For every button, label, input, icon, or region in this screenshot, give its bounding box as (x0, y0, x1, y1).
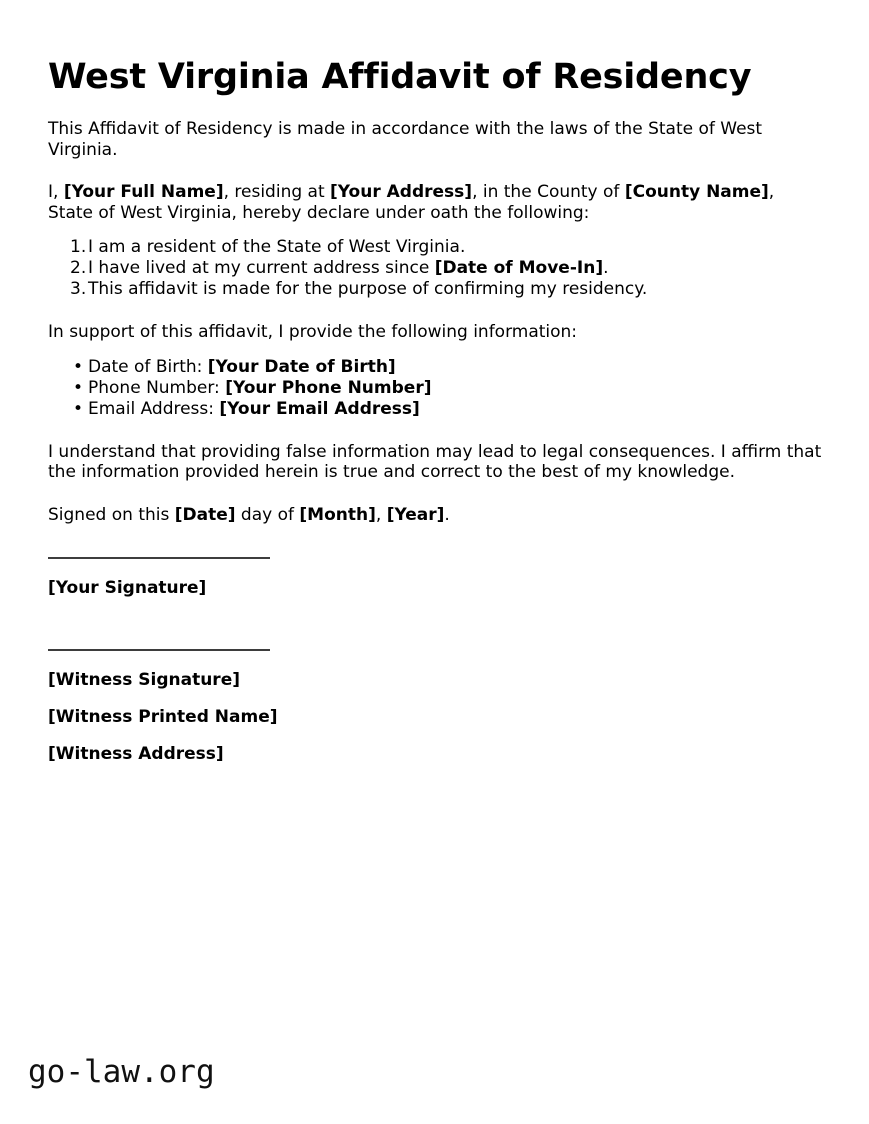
info-value-placeholder: [Your Email Address] (219, 398, 420, 419)
footer-watermark: go-law.org (28, 1054, 215, 1090)
intro-paragraph: This Affidavit of Residency is made in accordance with the laws of the State of West Virginia. (48, 119, 763, 160)
witness-printed-name-label: [Witness Printed Name] (48, 707, 278, 728)
list-item-text: I have lived at my current address since (88, 258, 435, 279)
declaration-paragraph (48, 160, 823, 223)
list-item (48, 357, 823, 378)
affirmation-paragraph: I understand that providing false information may lead to legal consequences. I affirm that the information provided herein is true and correct to the best of my knowledge. (48, 441, 822, 483)
info-label: Phone Number: (88, 377, 226, 398)
date-placeholder: [Date] (174, 504, 236, 525)
signed-on-suffix: . (444, 504, 450, 525)
signed-on-mid-1: day of (235, 504, 300, 525)
declaration-list (48, 223, 823, 300)
witness-rule-spacer (48, 599, 823, 649)
year-placeholder: [Year] (386, 504, 445, 525)
info-label: Email Address: (88, 398, 220, 419)
list-item-bold: [Date of Move-In] (434, 258, 604, 279)
list-item (48, 378, 823, 399)
document-body (48, 0, 823, 765)
list-item (48, 258, 823, 279)
county-placeholder: [County Name] (624, 182, 769, 203)
declaration-mid-1: , residing at (223, 182, 331, 203)
address-placeholder: [Your Address] (330, 182, 473, 203)
declaration-prefix: I, (48, 182, 64, 203)
list-item (48, 279, 823, 300)
signed-on-paragraph (48, 483, 823, 526)
list-item (48, 399, 823, 420)
list-item-text-after: . (603, 258, 609, 279)
page-title: West Virginia Affidavit of Residency (48, 57, 752, 97)
signed-on-mid-2: , (375, 504, 387, 525)
info-value-placeholder: [Your Date of Birth] (207, 356, 396, 377)
witness-signature-label: [Witness Signature] (48, 670, 240, 691)
declaration-mid-2: , in the County of (472, 182, 625, 203)
support-intro-paragraph: In support of this affidavit, I provide the following information: (48, 322, 578, 343)
personal-info-list (48, 343, 823, 420)
list-item (48, 237, 823, 258)
list-item-text: I am a resident of the State of West Virginia. (88, 237, 466, 258)
list-item-text: This affidavit is made for the purpose of confirming my residency. (88, 279, 648, 300)
month-placeholder: [Month] (299, 504, 376, 525)
info-label: Date of Birth: (88, 356, 208, 377)
signer-signature-label: [Your Signature] (48, 578, 207, 599)
signature-rule-spacer (48, 525, 823, 557)
info-value-placeholder: [Your Phone Number] (225, 377, 432, 398)
witness-address-label: [Witness Address] (48, 744, 224, 765)
declaration-suffix: , State of West Virginia, hereby declare under oath the following: (48, 182, 775, 223)
full-name-placeholder: [Your Full Name] (63, 182, 224, 203)
signed-on-prefix: Signed on this (48, 504, 175, 525)
